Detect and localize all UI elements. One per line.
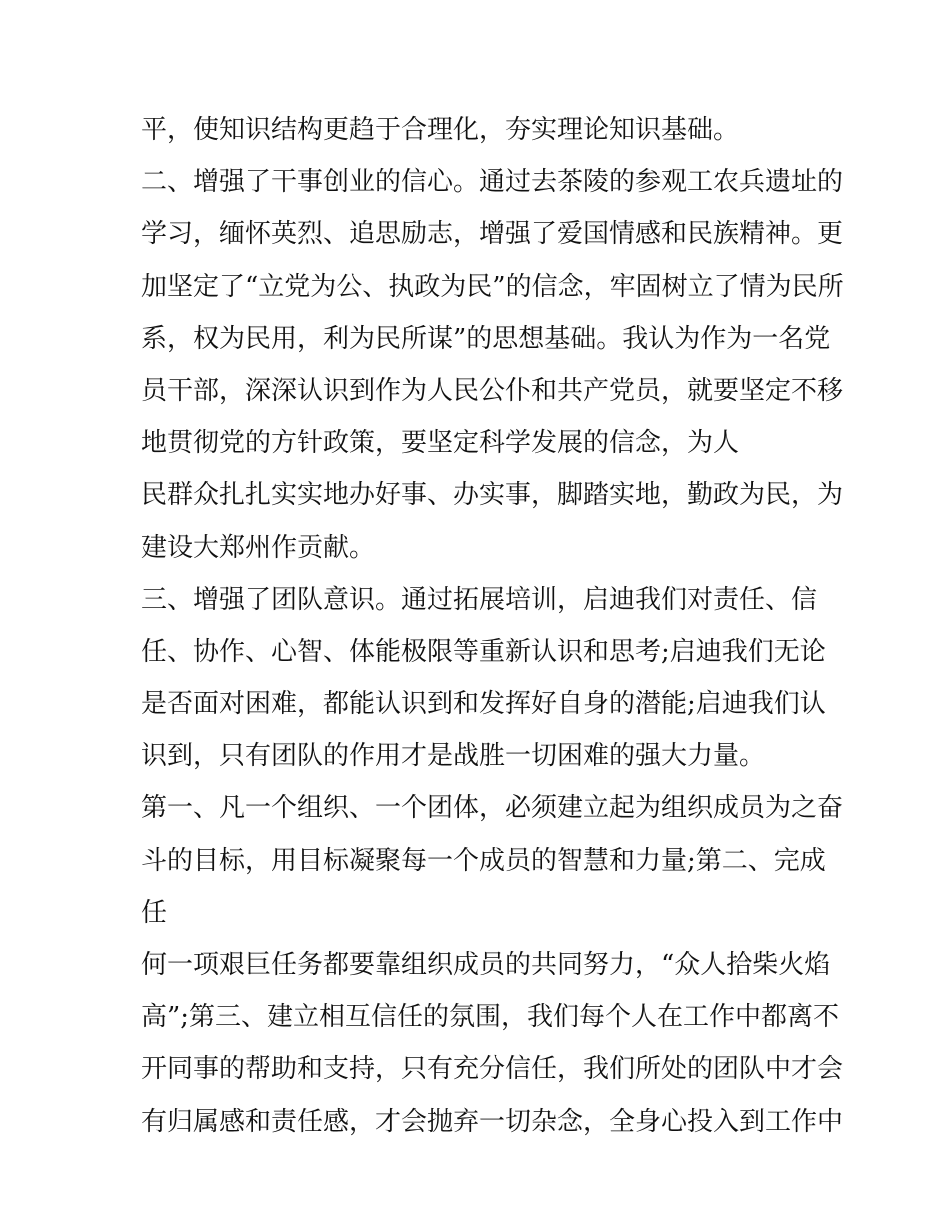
text-line: 加坚定了“立党为公、执政为民”的信念，牢固树立了情为民所: [141, 271, 844, 302]
text-line: 任、协作、心智、体能极限等重新认识和思考;启迪我们无论: [141, 636, 826, 667]
text-line: 员干部，深深认识到作为人民公仆和共产党员，就要坚定不移: [141, 375, 844, 406]
text-line: 开同事的帮助和支持，只有充分信任，我们所处的团队中才会: [141, 1054, 844, 1085]
text-line: 高”;第三、建立相互信任的氛围，我们每个人在工作中都离不: [141, 1002, 840, 1033]
text-line: 第一、凡一个组织、一个团体，必须建立起为组织成员为之奋: [141, 793, 844, 824]
text-line: 二、增强了干事创业的信心。通过去茶陵的参观工农兵遗址的: [141, 167, 844, 198]
text-line: 民群众扎扎实实地办好事、办实事，脚踏实地，勤政为民，为: [141, 480, 844, 511]
text-line: 学习，缅怀英烈、追思励志，增强了爱国情感和民族精神。更: [141, 219, 844, 250]
text-line: 何一项艰巨任务都要靠组织成员的共同努力，“众人拾柴火焰: [141, 950, 831, 980]
text-line: 建设大郑州作贡献。: [141, 532, 376, 563]
text-line: 地贯彻党的方针政策，要坚定科学发展的信念，为人: [141, 428, 740, 459]
text-line: 是否面对困难，都能认识到和发挥好自身的潜能;启迪我们认: [141, 689, 826, 720]
text-line: 系，权为民用，利为民所谋”的思想基础。我认为作为一名党: [141, 323, 831, 354]
text-line: 识到，只有团队的作用才是战胜一切困难的强大力量。: [141, 741, 766, 772]
body-text: [141, 104, 844, 1148]
text-line: 平，使知识结构更趋于合理化，夯实理论知识基础。: [141, 115, 740, 145]
text-line: 斗的目标，用目标凝聚每一个成员的智慧和力量;第二、完成: [141, 845, 826, 876]
text-line: 三、增强了团队意识。通过拓展培训，启迪我们对责任、信: [141, 584, 818, 615]
text-line: 任: [141, 897, 168, 928]
text-line: 有归属感和责任感，才会抛弃一切杂念，全身心投入到工作中: [141, 1106, 844, 1137]
